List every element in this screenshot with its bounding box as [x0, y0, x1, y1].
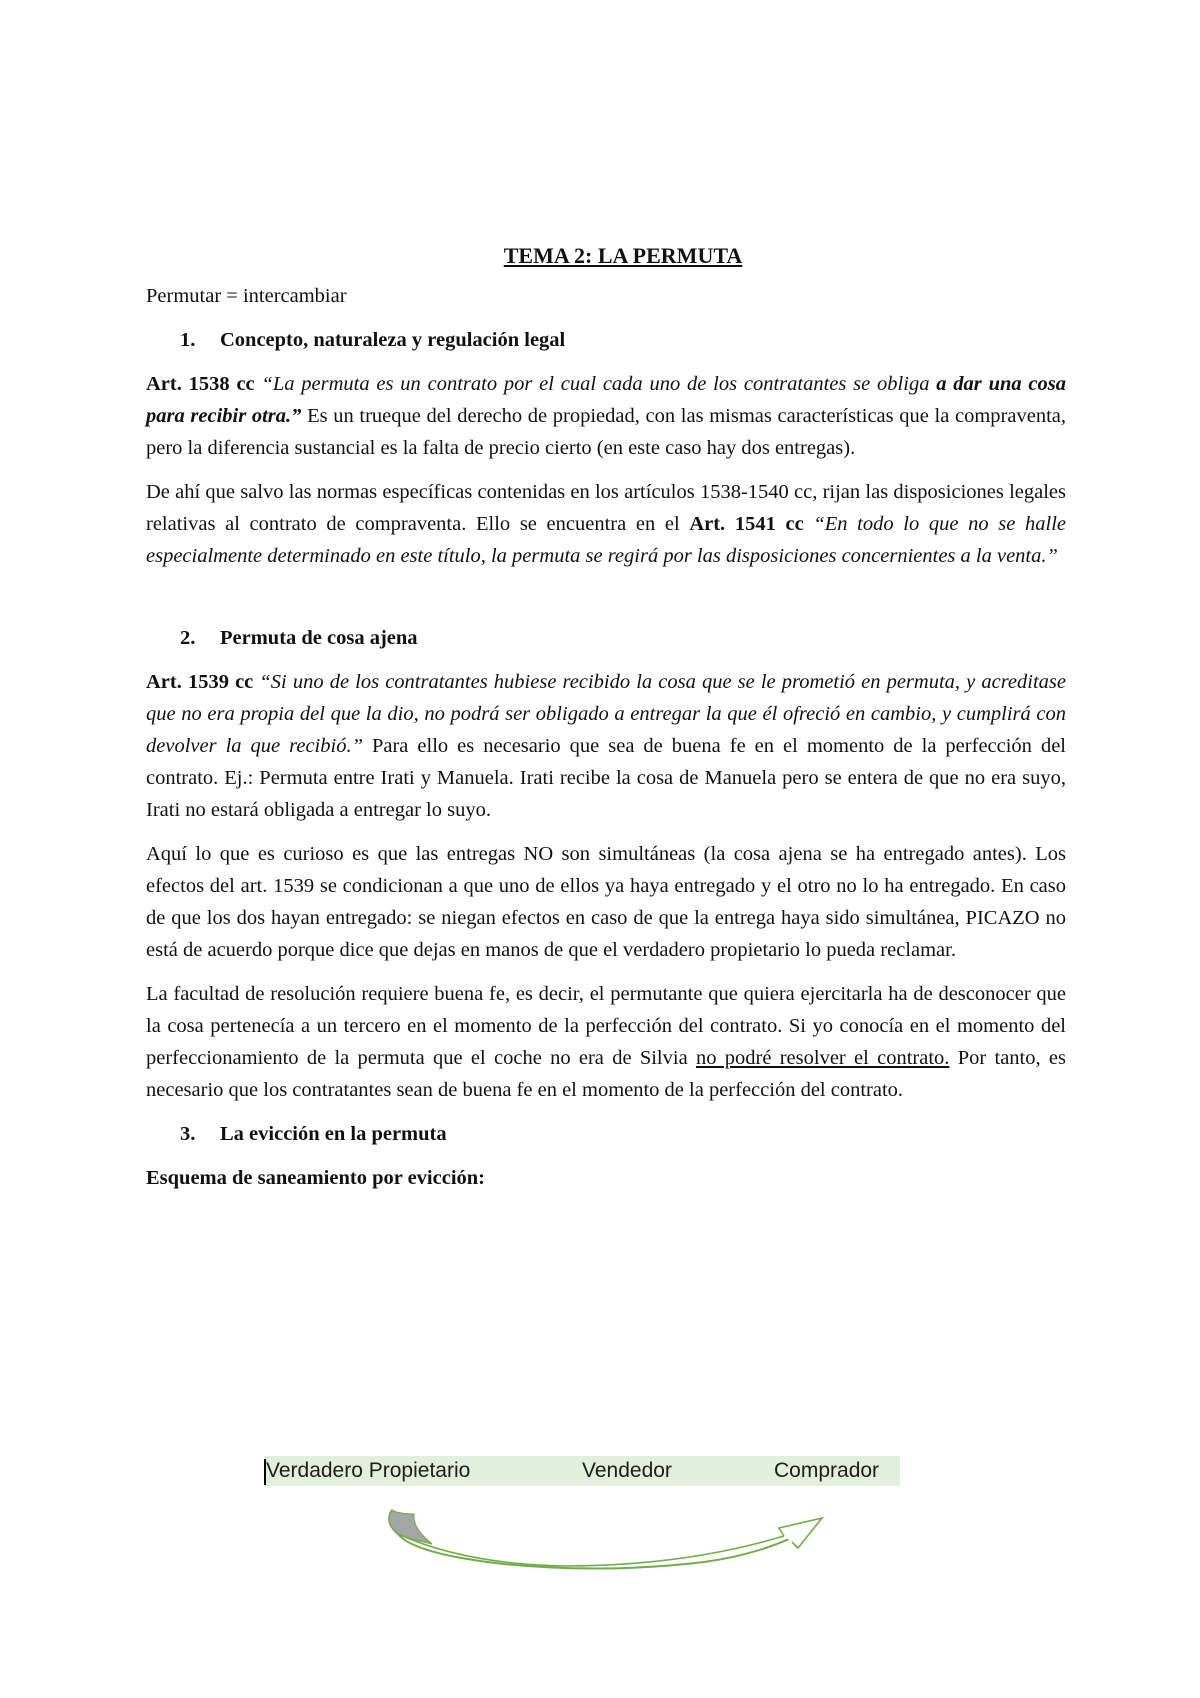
spacer [146, 584, 1066, 622]
section-1-paragraph-1-text: Es un trueque del derecho de propiedad, con las mismas características que la compraventa, pero la diferencia sustancial es la falta de precio cierto (en este caso hay dos entregas). [146, 405, 1066, 459]
label-seller: Vendedor [582, 1459, 672, 1482]
section-1-title: Concepto, naturaleza y regulación legal [220, 329, 566, 351]
label-buyer: Comprador [774, 1459, 880, 1482]
section-1-paragraph-2 [146, 476, 1066, 572]
diagram-label-bar [264, 1456, 900, 1486]
section-2-paragraph-3-text-b: Por tanto, es necesario que los contratantes sean de buena fe en el momento de la perfección del contrato. [146, 1047, 1066, 1101]
eviction-diagram [264, 1456, 904, 1596]
section-1-number: 1. [180, 329, 196, 351]
section-2-title: Permuta de cosa ajena [220, 627, 418, 649]
article-quote-1538-bold: a dar una cosa para recibir otra.” [146, 373, 1066, 427]
scheme-subheading-text: Esquema de saneamiento por evicción: [146, 1167, 486, 1189]
section-2-paragraph-1-text: Para ello es necesario que sea de buena fe en el momento de la perfección del contrato. Ej.: Permuta entre Irati y Manuela. Irati recibe la cosa de Manuela pero se entera de que no era suyo, Irati no estará obligada a entregar lo suyo. [146, 735, 1066, 821]
section-3-heading [146, 1118, 1066, 1150]
article-quote-1541: “En todo lo que no se halle especialmente determinado en este título, la permuta se regirá por las disposiciones concernientes a la venta.” [146, 513, 1066, 567]
underlined-phrase: no podré resolver el contrato. [695, 1047, 950, 1069]
document-body [146, 240, 1066, 1206]
curved-arrow-icon [264, 1492, 904, 1592]
scheme-subheading [146, 1162, 1066, 1194]
section-2-paragraph-3 [146, 978, 1066, 1106]
article-ref-1541: Art. 1541 cc [689, 513, 804, 535]
section-2-heading [146, 622, 1066, 654]
section-2-paragraph-1 [146, 666, 1066, 826]
page-title: TEMA 2: LA PERMUTA [503, 243, 743, 268]
article-ref-1539: Art. 1539 cc [146, 671, 254, 693]
section-2-number: 2. [180, 627, 196, 649]
intro-line: Permutar = intercambiar [146, 285, 347, 307]
label-true-owner: Verdadero Propietario [266, 1459, 471, 1482]
article-quote-1538: “La permuta es un contrato por el cual cada uno de los contratantes se obliga [261, 373, 937, 395]
article-quote-1539: “Si uno de los contratantes hubiese recibido la cosa que se le prometió en permuta, y acreditase que no era propia del que la dio, no podrá ser obligado a entregar la que él ofreció en cambio, y cumplirá con devolver la que recibió.” [146, 671, 1066, 757]
section-1-paragraph-2-text: De ahí que salvo las normas específicas contenidas en los artículos 1538-1540 cc, rijan las disposiciones legales relativas al contrato de compraventa. Ello se encuentra en el [146, 481, 1066, 535]
section-2-paragraph-3-text-a: La facultad de resolución requiere buena fe, es decir, el permutante que quiera ejercitarla ha de desconocer que la cosa pertenecía a un tercero en el momento de la perfección del contrato. Si yo conocía en el momento del perfeccionamiento de la permuta que el coche no era de Silvia [146, 983, 1066, 1069]
section-3-title: La evicción en la permuta [220, 1123, 447, 1145]
section-1-paragraph-1 [146, 368, 1066, 464]
section-3-number: 3. [180, 1123, 196, 1145]
section-2-paragraph-2: Aquí lo que es curioso es que las entregas NO son simultáneas (la cosa ajena se ha entregado antes). Los efectos del art. 1539 se condicionan a que uno de ellos ya haya entregado y el otro no lo ha entregado. En caso de que los dos hayan entregado: se niegan efectos en caso de que la entrega haya sido simultánea, PICAZO no está de acuerdo porque dice que dejas en manos de que el verdadero propietario lo pueda reclamar. [146, 843, 1066, 961]
article-ref-1538: Art. 1538 cc [146, 373, 262, 395]
section-1-heading [146, 324, 1066, 356]
